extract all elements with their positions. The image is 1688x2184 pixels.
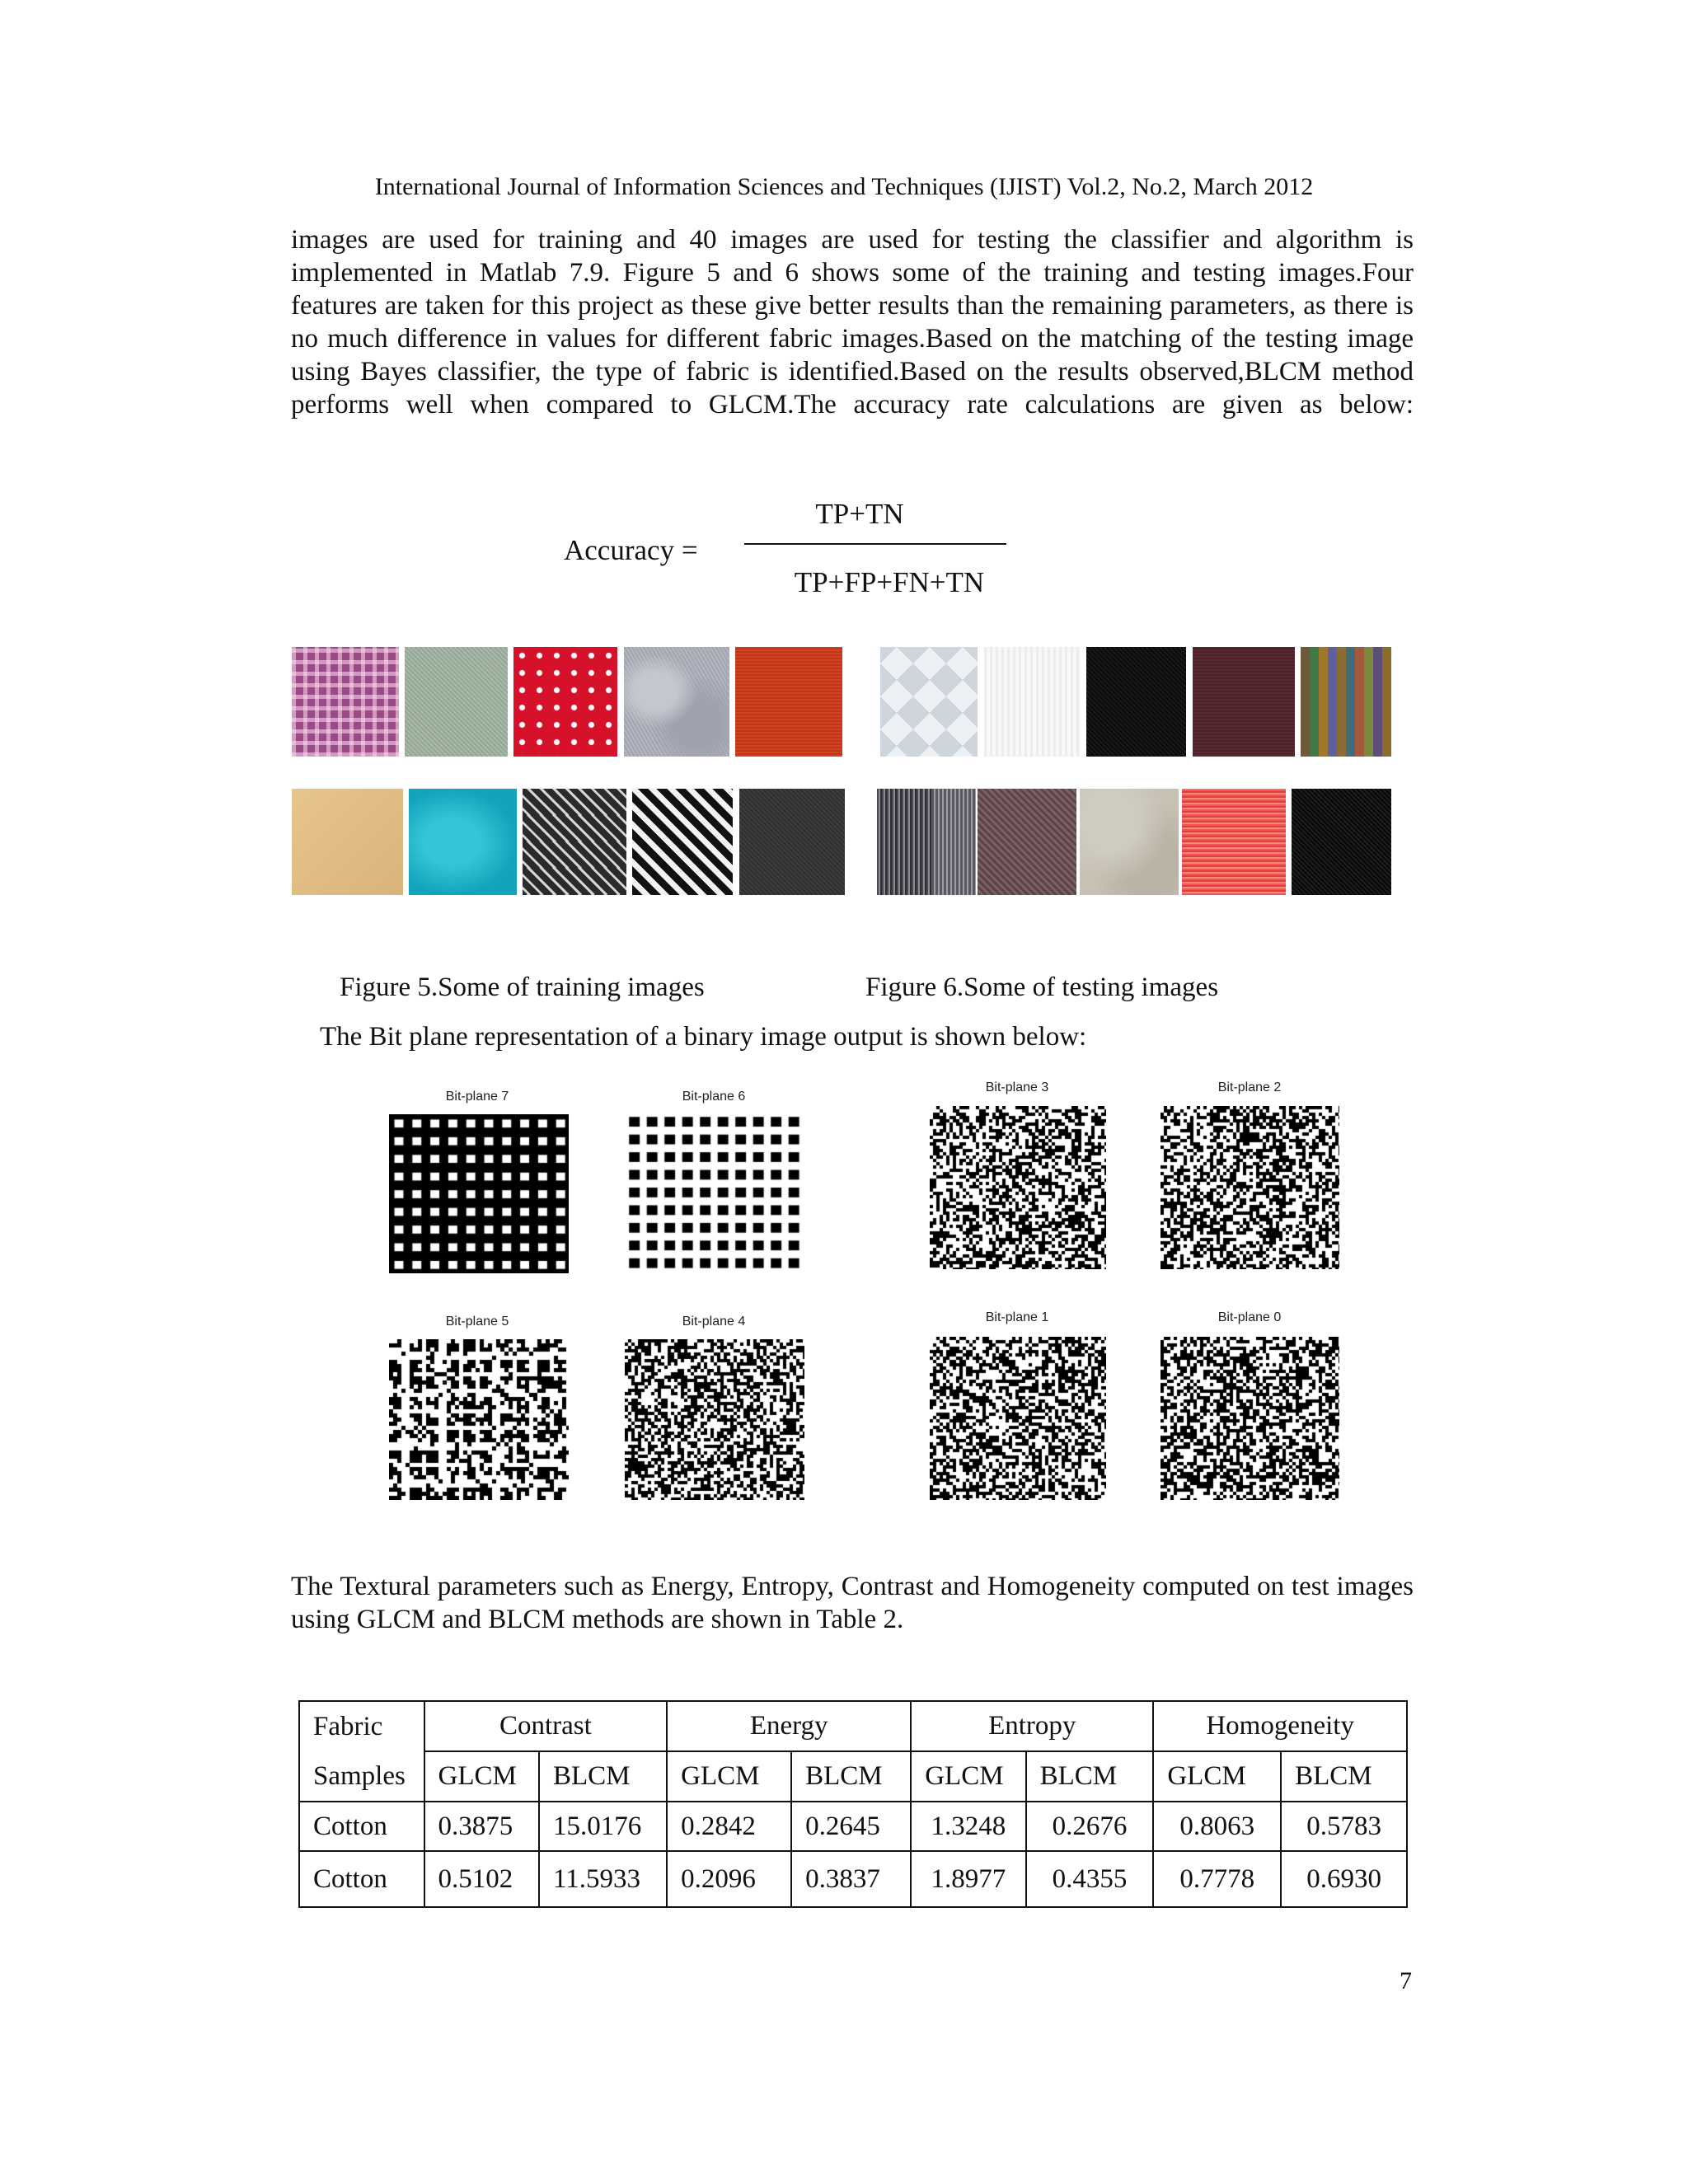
table-cell: 0.2676 [1026, 1802, 1154, 1851]
bitplane-7-image-canvas [389, 1114, 569, 1273]
body-paragraph-2: The Textural parameters such as Energy, Entropy, Contrast and Homogeneity computed on test images using GLCM and BLCM methods are shown in Table 2. [291, 1572, 1414, 1634]
fabric-image [523, 789, 626, 895]
equation-denominator: TP+FP+FN+TN [794, 566, 985, 598]
bitplane-4-label: Bit-plane 4 [682, 1315, 746, 1329]
row-sample: Cotton [299, 1802, 424, 1851]
subheader-cell: BLCM [539, 1751, 667, 1802]
table-cell: 0.2096 [667, 1851, 791, 1907]
bitplane-4-image [625, 1339, 804, 1500]
subheader-cell: BLCM [1026, 1751, 1154, 1802]
table-cell: 0.3875 [424, 1802, 539, 1851]
bitplane-5-image-canvas [389, 1339, 569, 1500]
table-cell: 15.0176 [539, 1802, 667, 1851]
bitplane-0-image-canvas [1160, 1337, 1339, 1500]
bitplane-6-image-canvas [626, 1114, 804, 1273]
fabric-image [931, 789, 976, 895]
table-cell: 0.4355 [1026, 1851, 1154, 1907]
fabric-image [405, 647, 508, 757]
fabric-image [409, 789, 517, 895]
row-sample: Cotton [299, 1851, 424, 1907]
table-cell: 1.3248 [911, 1802, 1025, 1851]
table-cell: 0.8063 [1153, 1802, 1281, 1851]
table-cell: 0.5102 [424, 1851, 539, 1907]
fabric-image [632, 789, 733, 895]
header-homogeneity: Homogeneity [1153, 1701, 1407, 1751]
bitplane-2-image-canvas [1160, 1106, 1339, 1269]
bitplane-7-image [389, 1114, 569, 1273]
fabric-image [1080, 789, 1179, 895]
table-cell: 1.8977 [911, 1851, 1025, 1907]
fabric-image [292, 647, 399, 757]
fabric-image [984, 647, 1081, 757]
equation-numerator: TP+TN [815, 498, 904, 530]
fabric-image [1292, 789, 1391, 895]
bitplane-5-label: Bit-plane 5 [445, 1315, 509, 1329]
figure-5-caption: Figure 5.Some of training images [340, 972, 705, 1002]
header-samples: Samples [313, 1761, 406, 1791]
table-cell: 0.3837 [791, 1851, 911, 1907]
fabric-image [1086, 647, 1186, 757]
fabric-image [624, 647, 729, 757]
fabric-image [1182, 789, 1286, 895]
bitplane-7-label: Bit-plane 7 [445, 1090, 509, 1104]
bitplane-6-image [626, 1114, 804, 1273]
bitplane-1-image [930, 1337, 1106, 1500]
fabric-image [1193, 647, 1295, 757]
bitplane-1-label: Bit-plane 1 [985, 1310, 1049, 1324]
header-energy: Energy [667, 1701, 911, 1751]
col-fabric-samples [299, 1701, 424, 1802]
subheader-cell: GLCM [911, 1751, 1025, 1802]
header-fabric: Fabric [313, 1712, 383, 1741]
bitplane-3-image-canvas [930, 1106, 1106, 1269]
fabric-image [735, 647, 842, 757]
fabric-image [292, 789, 403, 895]
table-cell: 0.6930 [1281, 1851, 1407, 1907]
bitplane-0-image [1160, 1337, 1339, 1500]
bitplane-2-image [1160, 1106, 1339, 1269]
fabric-image [978, 789, 1076, 895]
fabric-image [880, 647, 978, 757]
subheader-cell: GLCM [667, 1751, 791, 1802]
bitplane-2-label: Bit-plane 2 [1217, 1080, 1282, 1094]
table-cell: 11.5933 [539, 1851, 667, 1907]
bitplane-3-label: Bit-plane 3 [985, 1080, 1049, 1094]
subheader-cell: BLCM [791, 1751, 911, 1802]
body-paragraph-1: images are used for training and 40 images are used for testing the classifier and algorithm is implemented in Matlab 7.9. Figure 5 and 6 shows some of the training and testing images.Four features are taken for this project as these give better results than the remaining parameters, as there is no much difference in values for different fabric images.Based on the matching of the testing image using Bayes classifier, the type of fabric is identified.Based on the results observed,BLCM method performs well when compared to GLCM.The accuracy rate calculations are given as below: [291, 225, 1414, 419]
running-header: International Journal of Information Sciences and Techniques (IJIST) Vol.2, No.2, March 2012 [374, 173, 1314, 200]
header-entropy: Entropy [911, 1701, 1153, 1751]
header-contrast: Contrast [424, 1701, 668, 1751]
table-header-row [299, 1701, 1407, 1751]
fabric-image [739, 789, 845, 895]
bitplane-intro: The Bit plane representation of a binary image output is shown below: [320, 1022, 1087, 1052]
equation-lhs: Accuracy = [564, 534, 698, 566]
bitplane-4-image-canvas [625, 1339, 804, 1500]
bitplane-5-image [389, 1339, 569, 1500]
subheader-cell: GLCM [1153, 1751, 1281, 1802]
bitplane-1-image-canvas [930, 1337, 1106, 1500]
fabric-image [877, 789, 931, 895]
table-cell: 0.2645 [791, 1802, 911, 1851]
figure-6-caption: Figure 6.Some of testing images [865, 972, 1219, 1002]
bitplane-0-label: Bit-plane 0 [1217, 1310, 1282, 1324]
fraction-bar [744, 543, 1006, 545]
table-subheader-row [299, 1751, 1407, 1802]
fabric-image [513, 647, 617, 757]
table-cell: 0.5783 [1281, 1802, 1407, 1851]
bitplane-6-label: Bit-plane 6 [682, 1090, 746, 1104]
bitplane-3-image [930, 1106, 1106, 1269]
page-number: 7 [1400, 1967, 1412, 1994]
table-row [299, 1851, 1407, 1907]
table-row [299, 1802, 1407, 1851]
subheader-cell: GLCM [424, 1751, 539, 1802]
table-cell: 0.7778 [1153, 1851, 1281, 1907]
fabric-image [1301, 647, 1391, 757]
table-2 [298, 1700, 1408, 1908]
subheader-cell: BLCM [1281, 1751, 1407, 1802]
table-cell: 0.2842 [667, 1802, 791, 1851]
